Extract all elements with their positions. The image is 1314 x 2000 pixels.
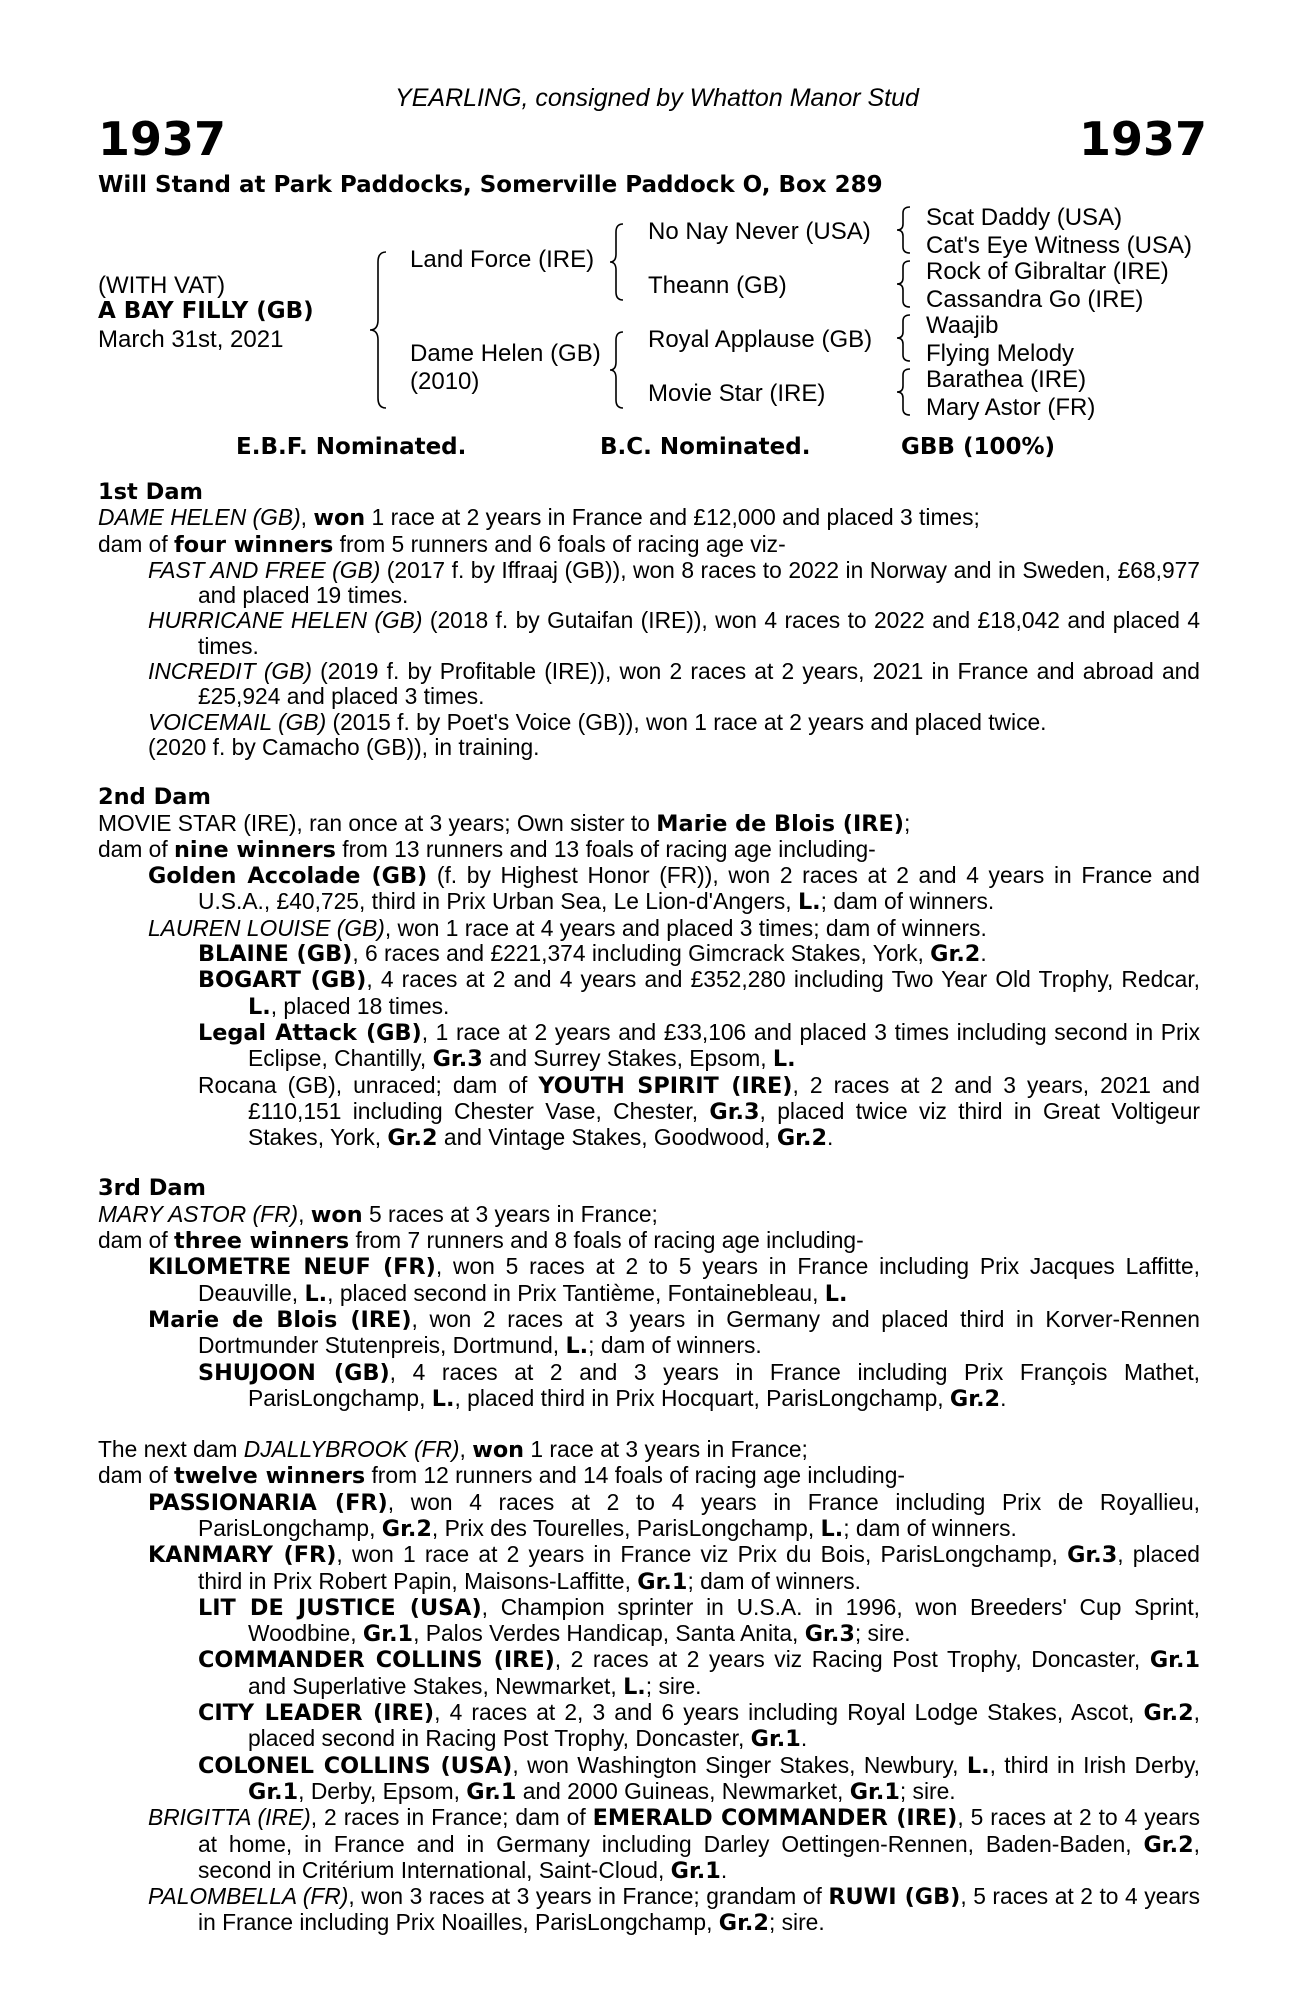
progeny-entry: LAUREN LOUISE (GB), won 1 race at 4 years and placed 3 times; dam of winners. bbox=[148, 914, 987, 941]
pedigree-sds: Rock of Gibraltar (IRE) bbox=[926, 258, 1169, 285]
pedigree-brace-ss bbox=[895, 205, 913, 255]
progeny-entry: CITY LEADER (IRE), 4 races at 2, 3 and 6 years including Royal Lodge Stakes, Ascot, Gr.2, placed second in Racing Post Trophy, Doncaster, Gr.1. bbox=[198, 1699, 1201, 1753]
pedigree-sdd: Cassandra Go (IRE) bbox=[926, 286, 1144, 313]
progeny-entry: BLAINE (GB), 6 races and £221,374 including Gimcrack Stakes, York, Gr.2. bbox=[198, 940, 987, 968]
first-dam-produce: dam of four winners from 5 runners and 6 foals of racing age viz- bbox=[98, 530, 786, 558]
pedigree-brace-dd bbox=[895, 367, 913, 417]
lot-number-left: 1937 bbox=[98, 112, 227, 166]
pedigree-dds: Barathea (IRE) bbox=[926, 366, 1087, 393]
fourth-dam-produce: dam of twelve winners from 12 runners and 14 foals of racing age including- bbox=[98, 1462, 905, 1490]
pedigree-brace-dam bbox=[608, 330, 626, 410]
section-heading-2nd-dam: 2nd Dam bbox=[98, 784, 211, 811]
progeny-entry: INCREDIT (GB) (2019 f. by Profitable (IRE)), won 2 races at 2 years, 2021 in France and abroad and £25,924 and placed 3 times. bbox=[148, 658, 1200, 710]
catalogue-body bbox=[98, 480, 1200, 1937]
progeny-entry: Rocana (GB), unraced; dam of YOUTH SPIRIT (IRE), 2 races at 2 and 3 years, 2021 and £110,151 including Chester Vase, Chester, Gr.3, placed twice viz third in Great Voltigeur Stakes, York, Gr.2 and Vintage Stakes, Goodwood, Gr.2. bbox=[198, 1071, 1201, 1152]
progeny-entry: (2020 f. by Camacho (GB)), in training. bbox=[148, 733, 540, 760]
pedigree-sire-sire: No Nay Never (USA) bbox=[648, 218, 871, 245]
progeny-entry: Golden Accolade (GB) (f. by Highest Honor (FR)), won 2 races at 2 and 4 years in France and U.S.A., £40,725, third in Prix Urban Sea, Le Lion-d'Angers, L.; dam of winners. bbox=[148, 862, 1200, 916]
pedigree-ddd: Mary Astor (FR) bbox=[926, 394, 1096, 421]
pedigree-ssd: Cat's Eye Witness (USA) bbox=[926, 232, 1192, 259]
horse-name: A BAY FILLY (GB) bbox=[98, 298, 314, 324]
third-dam-produce: dam of three winners from 7 runners and 8 foals of racing age including- bbox=[98, 1227, 864, 1255]
pedigree-brace-sire bbox=[608, 222, 626, 302]
progeny-entry: LIT DE JUSTICE (USA), Champion sprinter in U.S.A. in 1996, won Breeders' Cup Sprint, Woodbine, Gr.1, Palos Verdes Handicap, Santa Anita, Gr.3; sire. bbox=[198, 1593, 1200, 1648]
progeny-entry: BRIGITTA (IRE), 2 races in France; dam of EMERALD COMMANDER (IRE), 5 races at 2 to 4 years at home, in France and in Germany including Darley Oettingen-Rennen, Baden-Baden, Gr.2, second in Critérium International, Saint-Cloud, Gr.1. bbox=[148, 1804, 1201, 1884]
second-dam-record: MOVIE STAR (IRE), ran once at 3 years; Own sister to Marie de Blois (IRE); bbox=[98, 809, 911, 837]
gbb-rating: GBB (100%) bbox=[901, 434, 1056, 460]
pedigree-brace-ds bbox=[895, 313, 913, 363]
third-dam-record: MARY ASTOR (FR), won 5 races at 3 years in France; bbox=[98, 1200, 658, 1228]
section-heading-1st-dam: 1st Dam bbox=[98, 479, 203, 505]
pedigree-dam-dam: Movie Star (IRE) bbox=[648, 380, 826, 407]
progeny-entry: Marie de Blois (IRE), won 2 races at 3 years in Germany and placed third in Korver-Rennen Dortmunder Stutenpreis, Dortmund, L.; dam of winners. bbox=[148, 1305, 1200, 1360]
pedigree-brace-sd bbox=[895, 259, 913, 309]
pedigree-sss: Scat Daddy (USA) bbox=[926, 204, 1123, 231]
progeny-entry: SHUJOON (GB), 4 races at 2 and 3 years in France including Prix François Mathet, ParisLongchamp, L., placed third in Prix Hocquart, ParisLongchamp, Gr.2. bbox=[198, 1358, 1200, 1412]
section-heading-3rd-dam: 3rd Dam bbox=[98, 1175, 206, 1202]
pedigree-sire: Land Force (IRE) bbox=[410, 246, 595, 273]
pedigree-dam: Dame Helen (GB) bbox=[410, 340, 601, 367]
pedigree-brace-main bbox=[368, 250, 390, 410]
progeny-entry: KANMARY (FR), won 1 race at 2 years in France viz Prix du Bois, ParisLongchamp, Gr.3, placed third in Prix Robert Papin, Maisons-Laffitte, Gr.1; dam of winners. bbox=[148, 1541, 1200, 1595]
consignment-line: YEARLING, consigned by Whatton Manor Stud bbox=[395, 84, 919, 112]
second-dam-produce: dam of nine winners from 13 runners and 13 foals of racing age including- bbox=[98, 835, 876, 863]
pedigree-dsd: Flying Melody bbox=[926, 340, 1075, 367]
pedigree-dam-sire: Royal Applause (GB) bbox=[648, 326, 873, 353]
progeny-entry: FAST AND FREE (GB) (2017 f. by Iffraaj (GB)), won 8 races to 2022 in Norway and in Sweden, £68,977 and placed 19 times. bbox=[148, 556, 1200, 609]
lot-number-right: 1937 bbox=[1078, 112, 1207, 166]
progeny-entry: BOGART (GB), 4 races at 2 and 4 years and £352,280 including Two Year Old Trophy, Redcar, L., placed 18 times. bbox=[198, 966, 1200, 1020]
fourth-dam-record: The next dam DJALLYBROOK (FR), won 1 race at 3 years in France; bbox=[98, 1436, 808, 1464]
progeny-entry: Legal Attack (GB), 1 race at 2 years and £33,106 and placed 3 times including second in Prix Eclipse, Chantilly, Gr.3 and Surrey Stakes, Epsom, L. bbox=[198, 1018, 1200, 1073]
vat-label: (WITH VAT) bbox=[98, 272, 226, 299]
pedigree-sire-dam: Theann (GB) bbox=[648, 272, 787, 299]
progeny-entry: VOICEMAIL (GB) (2015 f. by Poet's Voice (GB)), won 1 race at 2 years and placed twice. bbox=[148, 708, 1047, 735]
bc-nomination: B.C. Nominated. bbox=[600, 434, 811, 460]
progeny-entry: COMMANDER COLLINS (IRE), 2 races at 2 years viz Racing Post Trophy, Doncaster, Gr.1 and Superlative Stakes, Newmarket, L.; sire. bbox=[198, 1646, 1200, 1700]
first-dam-record: DAME HELEN (GB), won 1 race at 2 years in France and £12,000 and placed 3 times; bbox=[98, 504, 980, 532]
ebf-nomination: E.B.F. Nominated. bbox=[236, 434, 467, 460]
pedigree-dam-year: (2010) bbox=[410, 368, 480, 395]
progeny-entry: KILOMETRE NEUF (FR), won 5 races at 2 to 5 years in France including Prix Jacques Laffitte, Deauville, L., placed second in Prix Tantième, Fontainebleau, L. bbox=[148, 1253, 1200, 1307]
progeny-entry: PASSIONARIA (FR), won 4 races at 2 to 4 years in France including Prix de Royallieu, ParisLongchamp, Gr.2, Prix des Tourelles, ParisLongchamp, L.; dam of winners. bbox=[148, 1488, 1201, 1542]
pedigree-dss: Waajib bbox=[926, 312, 999, 339]
stand-location: Will Stand at Park Paddocks, Somerville Paddock O, Box 289 bbox=[98, 172, 883, 198]
progeny-entry: COLONEL COLLINS (USA), won Washington Singer Stakes, Newbury, L., third in Irish Derby, Gr.1, Derby, Epsom, Gr.1 and 2000 Guineas, Newmarket, Gr.1; sire. bbox=[198, 1751, 1201, 1805]
progeny-entry: PALOMBELLA (FR), won 3 races at 3 years in France; grandam of RUWI (GB), 5 races at 2 to 4 years in France including Prix Noailles, ParisLongchamp, Gr.2; sire. bbox=[148, 1883, 1200, 1937]
progeny-entry: HURRICANE HELEN (GB) (2018 f. by Gutaifan (IRE)), won 4 races to 2022 and £18,042 and placed 4 times. bbox=[148, 607, 1200, 659]
foaling-date: March 31st, 2021 bbox=[98, 326, 284, 353]
